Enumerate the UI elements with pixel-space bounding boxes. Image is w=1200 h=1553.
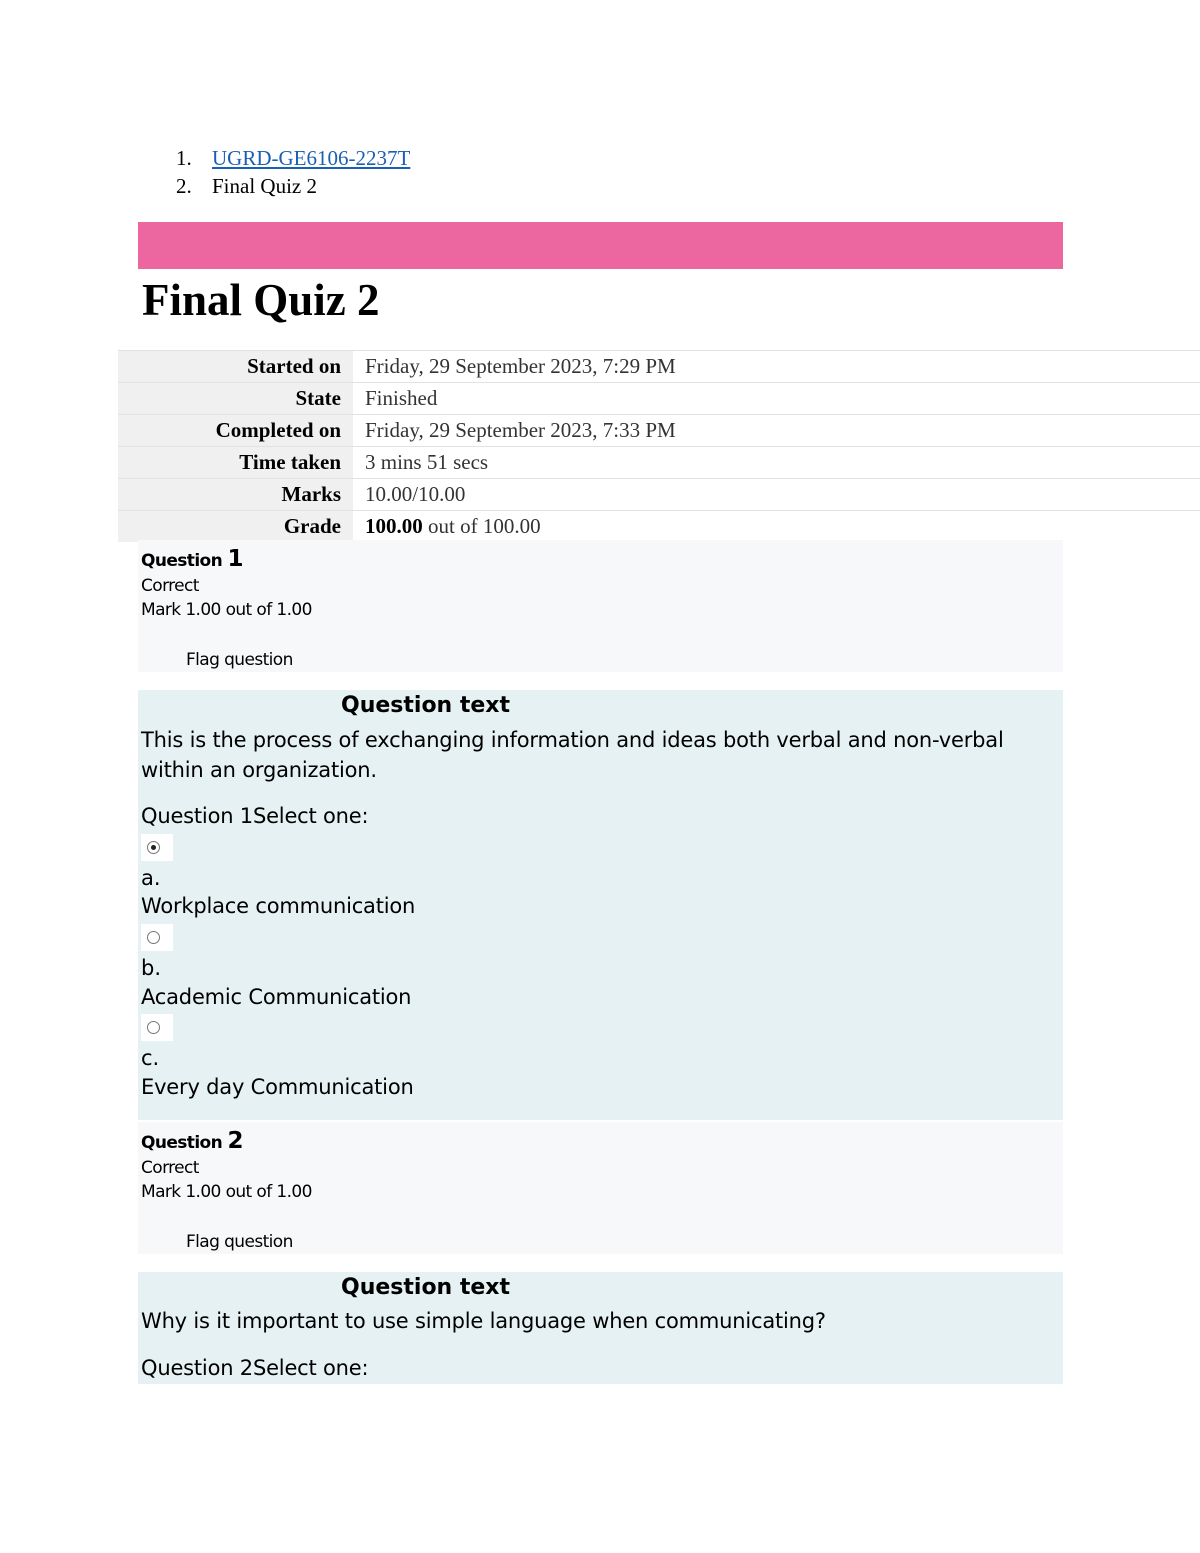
flag-question-link[interactable]: Flag question [186,1232,293,1252]
breadcrumb-number: 2. [176,174,192,198]
flag-question-link[interactable]: Flag question [186,650,293,670]
header-banner [138,222,1063,269]
question-info-1 [138,540,1063,672]
question-number-value: 1 [227,546,243,572]
question-info-2 [138,1122,1063,1254]
answer-prompt: Question 2Select one: [141,1356,369,1380]
question-text-heading: Question text [341,693,511,718]
summary-label: Completed on [118,415,353,446]
summary-row-time [118,446,1200,478]
question-content-2 [138,1272,1063,1384]
summary-value: Finished [353,383,1200,414]
question-state: Correct [141,576,199,596]
question-number-value: 2 [227,1128,243,1154]
breadcrumb-current: Final Quiz 2 [212,174,317,198]
question-text: Why is it important to use simple language when communicating? [141,1309,826,1333]
radio-checked-icon[interactable] [147,841,160,854]
summary-value [353,511,1200,542]
radio-unchecked-icon[interactable] [147,931,160,944]
question-mark: Mark 1.00 out of 1.00 [141,1182,312,1202]
summary-label: Grade [118,511,353,542]
grade-score: 100.00 [365,514,423,538]
question-label: Question [141,551,228,571]
answer-option-text: Every day Communication [141,1075,414,1099]
question-number [141,546,243,572]
question-state: Correct [141,1158,199,1178]
breadcrumb [176,144,410,200]
summary-label: Marks [118,479,353,510]
summary-row-marks [118,478,1200,510]
breadcrumb-link-course[interactable]: UGRD-GE6106-2237T [212,146,411,170]
question-label: Question [141,1133,228,1153]
summary-row-completed [118,414,1200,446]
grade-total: out of 100.00 [422,514,541,538]
summary-value: 3 mins 51 secs [353,447,1200,478]
answer-prompt: Question 1Select one: [141,804,369,828]
summary-value: 10.00/10.00 [353,479,1200,510]
answer-option-text: Academic Communication [141,985,412,1009]
summary-value: Friday, 29 September 2023, 7:29 PM [353,351,1200,382]
summary-row-started [118,350,1200,382]
question-text: This is the process of exchanging information and ideas both verbal and non-verbal within an organization. [141,728,1004,782]
question-mark: Mark 1.00 out of 1.00 [141,600,312,620]
summary-label: State [118,383,353,414]
summary-row-grade [118,510,1200,542]
summary-label: Started on [118,351,353,382]
question-text-heading: Question text [341,1275,511,1300]
summary-label: Time taken [118,447,353,478]
breadcrumb-item-quiz [176,172,410,200]
radio-unchecked-icon[interactable] [147,1021,160,1034]
answer-letter: c. [141,1046,160,1070]
answer-radio-b[interactable] [141,924,173,951]
breadcrumb-item-course [176,144,410,172]
attempt-summary-table [118,350,1200,542]
answer-letter: a. [141,866,161,890]
question-content-1 [138,690,1063,1120]
answer-radio-c[interactable] [141,1014,173,1041]
page-title: Final Quiz 2 [142,275,380,325]
summary-value: Friday, 29 September 2023, 7:33 PM [353,415,1200,446]
breadcrumb-number: 1. [176,146,192,170]
answer-radio-a[interactable] [141,834,173,861]
answer-letter: b. [141,956,162,980]
question-number [141,1128,243,1154]
answer-option-text: Workplace communication [141,894,416,918]
summary-row-state [118,382,1200,414]
